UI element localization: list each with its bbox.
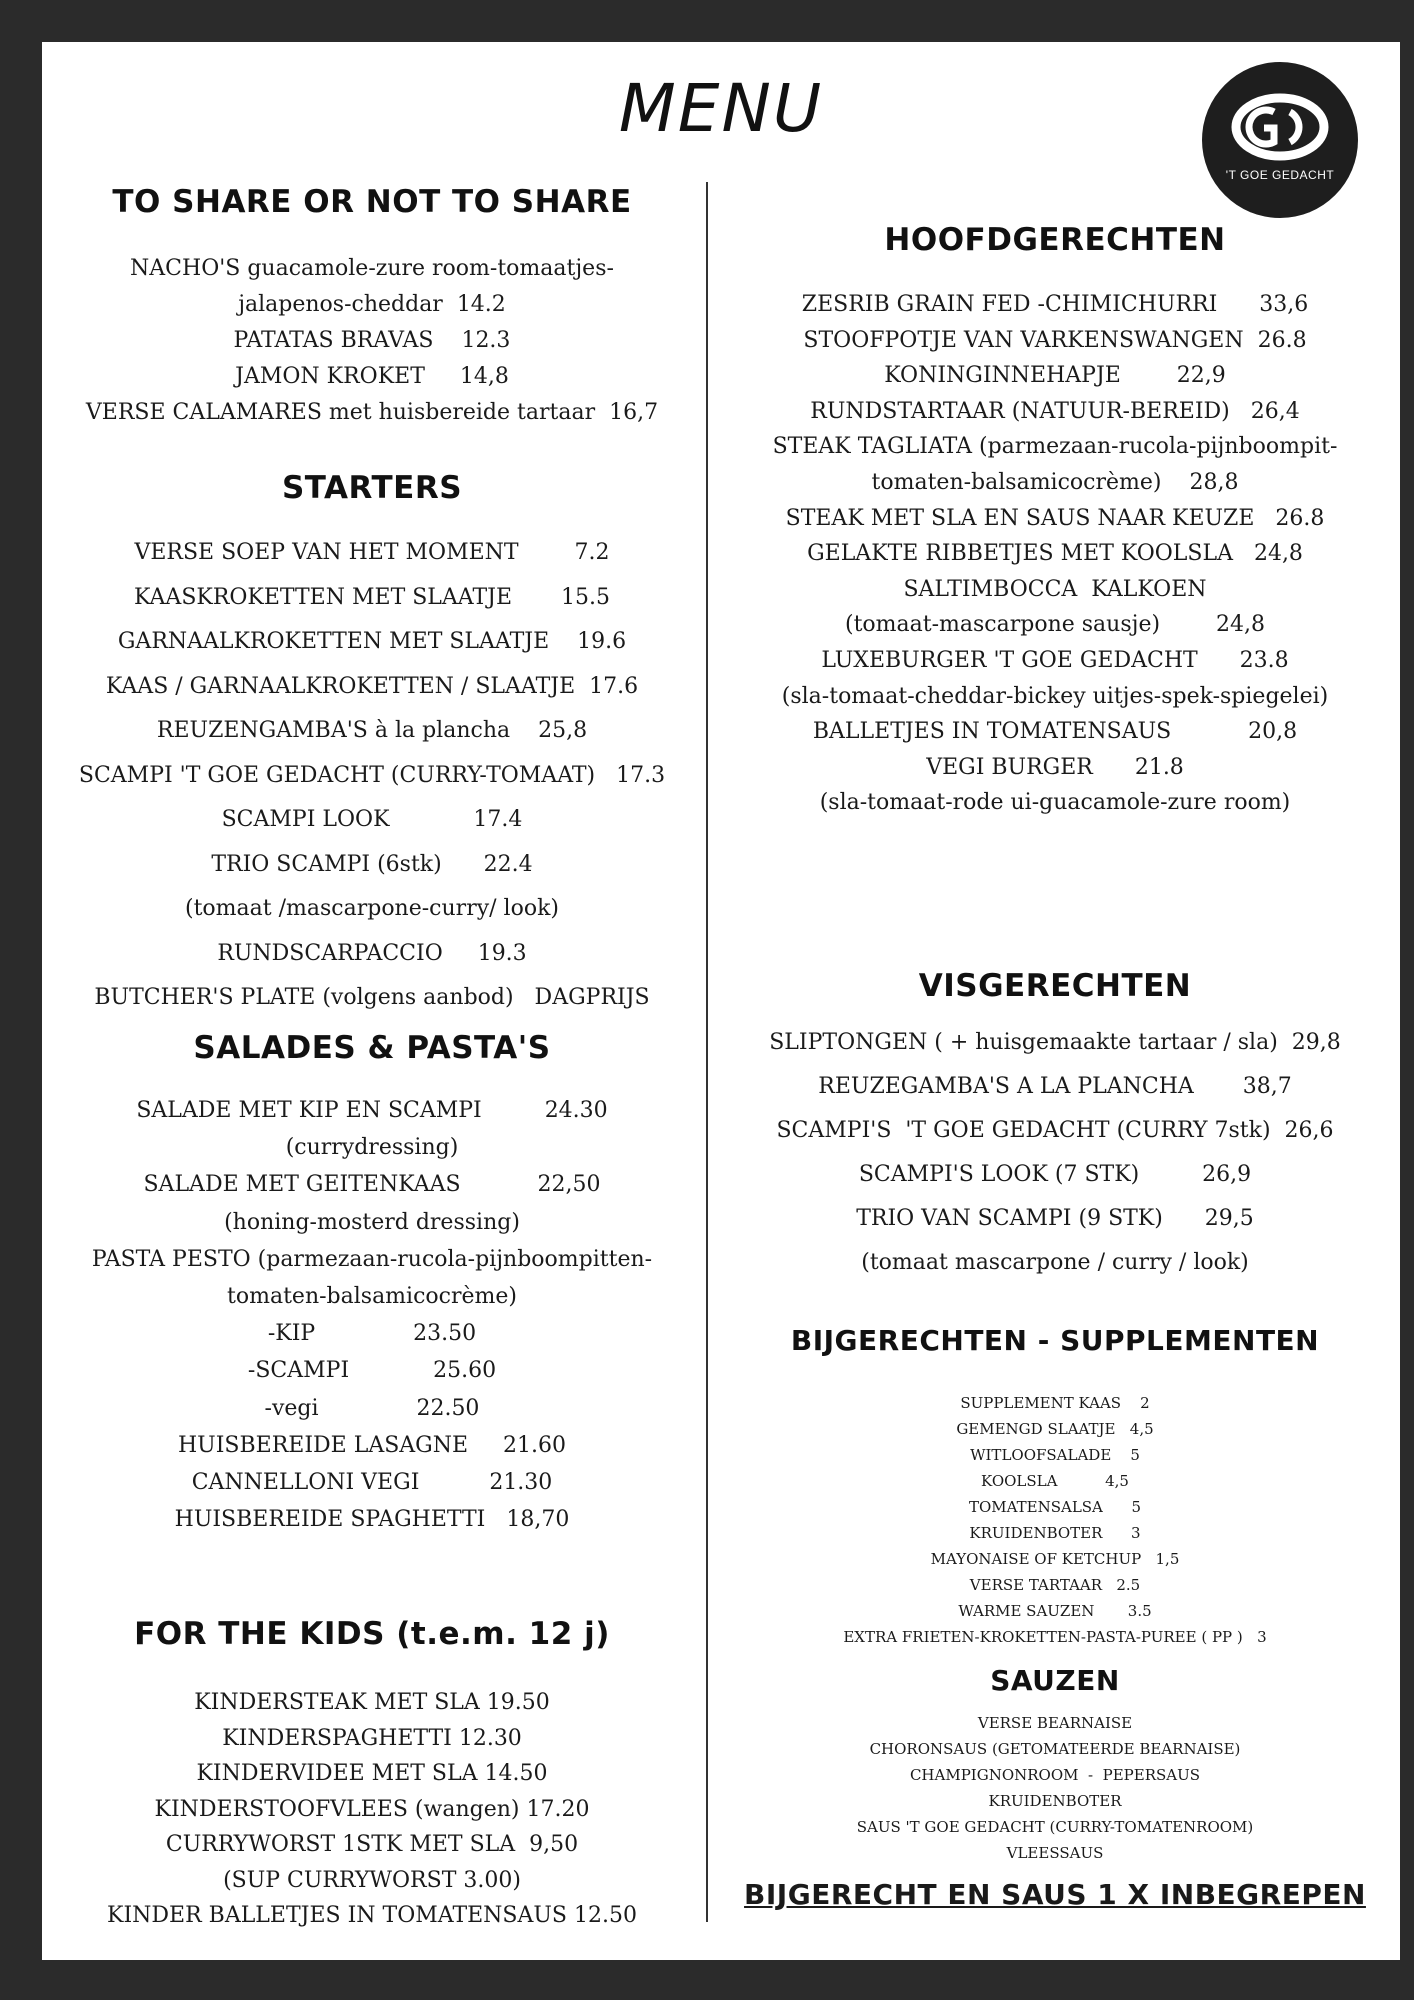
menu-item: VEGI BURGER 21.8 (926, 754, 1184, 780)
menu-item: VERSE TARTAAR 2.5 (969, 1576, 1141, 1594)
menu-item: SALADE MET KIP EN SCAMPI 24.30 (136, 1098, 608, 1123)
menu-item: STEAK MET SLA EN SAUS NAAR KEUZE 26.8 (785, 505, 1325, 531)
menu-item: KRUIDENBOTER 3 (969, 1524, 1141, 1542)
menu-item: KINDERSPAGHETTI 12.30 (222, 1725, 522, 1751)
menu-item: SCAMPI'S 'T GOE GEDACHT (CURRY 7stk) 26,6 (776, 1118, 1334, 1143)
menu-item: RUNDSTARTAAR (NATUUR-BEREID) 26,4 (810, 398, 1300, 424)
menu-item: SCAMPI'S LOOK (7 STK) 26,9 (858, 1162, 1252, 1187)
section-heading-starters: STARTERS (281, 470, 463, 506)
menu-item: TOMATENSALSA 5 (968, 1498, 1142, 1516)
menu-item: KINDERSTEAK MET SLA 19.50 (194, 1690, 550, 1715)
logo (1202, 62, 1358, 218)
menu-item: REUZENGAMBA'S à la plancha 25,8 (156, 718, 588, 743)
menu-item: WITLOOFSALADE 5 (970, 1446, 1140, 1464)
section-heading-kids: FOR THE KIDS (t.e.m. 12 j) (134, 1616, 610, 1652)
menu-item: STOOFPOTJE VAN VARKENSWANGEN 26.8 (803, 327, 1307, 353)
menu-item: EXTRA FRIETEN-KROKETTEN-PASTA-PUREE ( PP ) 3 (843, 1628, 1267, 1646)
menu-item: KOOLSLA 4,5 (981, 1472, 1129, 1490)
menu-item: KINDERSTOOFVLEES (wangen) 17.20 (154, 1796, 590, 1822)
menu-item: GARNAALKROKETTEN MET SLAATJE 19.6 (117, 629, 627, 654)
menu-item: HUISBEREIDE LASAGNE 21.60 (177, 1432, 566, 1458)
menu-item: PASTA PESTO (parmezaan-rucola-pijnboompitten- (91, 1246, 653, 1272)
menu-item: -vegi 22.50 (264, 1395, 480, 1421)
section-heading-bij: BIJGERECHTEN - SUPPLEMENTEN (790, 1324, 1320, 1357)
menu-item: KINDERVIDEE MET SLA 14.50 (196, 1761, 548, 1786)
section-heading-sauzen: SAUZEN (990, 1664, 1120, 1697)
menu-item: -KIP 23.50 (267, 1321, 477, 1347)
menu-item: CHAMPIGNONROOM - PEPERSAUS (909, 1766, 1201, 1784)
menu-item: (sla-tomaat-cheddar-bickey uitjes-spek-spiegelei) (781, 683, 1329, 709)
menu-item: STEAK TAGLIATA (parmezaan-rucola-pijnboompit- (772, 434, 1338, 460)
menu-item: tomaten-balsamicocrème) 28,8 (871, 470, 1239, 495)
menu-item: HUISBEREIDE SPAGHETTI 18,70 (174, 1507, 570, 1533)
menu-item: KRUIDENBOTER (988, 1792, 1122, 1810)
menu-item: JAMON KROKET 14,8 (235, 364, 509, 389)
menu-item: TRIO SCAMPI (6stk) 22.4 (211, 851, 533, 877)
menu-item: KONINGINNEHAPJE 22,9 (884, 363, 1226, 389)
section-heading-hoofd: HOOFDGERECHTEN (884, 222, 1226, 258)
menu-item: (tomaat /mascarpone-curry/ look) (185, 896, 559, 921)
menu-item: VERSE CALAMARES met huisbereide tartaar 16,7 (85, 400, 659, 425)
menu-item: (SUP CURRYWORST 3.00) (223, 1867, 521, 1893)
menu-item: NACHO'S guacamole-zure room-tomaatjes- (130, 256, 614, 281)
menu-item: KINDER BALLETJES IN TOMATENSAUS 12.50 (107, 1903, 637, 1928)
section-heading-vis: VISGERECHTEN (918, 968, 1192, 1004)
menu-item: BUTCHER'S PLATE (volgens aanbod) DAGPRIJS (94, 985, 650, 1010)
menu-item: jalapenos-cheddar 14.2 (238, 292, 506, 317)
column-divider (706, 182, 708, 1922)
logo-text: 'T GOE GEDACHT (1225, 168, 1335, 182)
menu-page (42, 42, 1400, 1960)
menu-item: (currydressing) (285, 1135, 459, 1161)
menu-item: GELAKTE RIBBETJES MET KOOLSLA 24,8 (807, 541, 1303, 567)
menu-item: (tomaat-mascarpone sausje) 24,8 (845, 612, 1265, 638)
menu-item: (sla-tomaat-rode ui-guacamole-zure room) (819, 790, 1291, 816)
menu-item: BALLETJES IN TOMATENSAUS 20,8 (812, 719, 1298, 745)
menu-item: SUPPLEMENT KAAS 2 (960, 1394, 1150, 1412)
section-heading-share: TO SHARE OR NOT TO SHARE (112, 184, 632, 220)
menu-item: GEMENGD SLAATJE 4,5 (956, 1420, 1154, 1438)
section-heading-salades: SALADES & PASTA'S (193, 1030, 551, 1066)
menu-item: PATATAS BRAVAS 12.3 (233, 328, 511, 353)
menu-item: CANNELLONI VEGI 21.30 (191, 1470, 553, 1495)
menu-item: SALTIMBOCCA KALKOEN (903, 576, 1207, 602)
menu-item: SAUS 'T GOE GEDACHT (CURRY-TOMATENROOM) (856, 1818, 1254, 1836)
menu-item: VERSE BEARNAISE (977, 1714, 1133, 1732)
menu-item: MAYONAISE OF KETCHUP 1,5 (930, 1550, 1180, 1568)
menu-item: KAAS / GARNAALKROKETTEN / SLAATJE 17.6 (105, 673, 639, 699)
menu-item: REUZEGAMBA'S A LA PLANCHA 38,7 (818, 1074, 1292, 1099)
menu-item: (honing-mosterd dressing) (224, 1209, 520, 1235)
footer-note: BIJGERECHT EN SAUS 1 X INBEGREPEN (744, 1878, 1366, 1911)
menu-item: SCAMPI LOOK 17.4 (221, 807, 523, 832)
menu-item: SALADE MET GEITENKAAS 22,50 (143, 1172, 601, 1198)
menu-item: VLEESSAUS (1006, 1844, 1104, 1862)
menu-item: ZESRIB GRAIN FED -CHIMICHURRI 33,6 (801, 292, 1309, 317)
menu-item: SCAMPI 'T GOE GEDACHT (CURRY-TOMAAT) 17.3 (78, 762, 666, 788)
menu-item: RUNDSCARPACCIO 19.3 (217, 940, 527, 966)
menu-item: CURRYWORST 1STK MET SLA 9,50 (165, 1832, 579, 1857)
menu-item: KAASKROKETTEN MET SLAATJE 15.5 (134, 584, 610, 610)
menu-item: SLIPTONGEN ( + huisgemaakte tartaar / sla) 29,8 (769, 1030, 1341, 1055)
menu-item: (tomaat mascarpone / curry / look) (861, 1250, 1249, 1275)
menu-item: WARME SAUZEN 3.5 (958, 1602, 1152, 1620)
menu-item: tomaten-balsamicocrème) (227, 1284, 517, 1309)
menu-item: VERSE SOEP VAN HET MOMENT 7.2 (134, 540, 610, 565)
menu-item: LUXEBURGER 'T GOE GEDACHT 23.8 (821, 648, 1289, 673)
menu-item: CHORONSAUS (GETOMATEERDE BEARNAISE) (869, 1740, 1241, 1758)
logo-mark-icon (1230, 92, 1330, 162)
menu-item: -SCAMPI 25.60 (247, 1358, 497, 1384)
menu-item: TRIO VAN SCAMPI (9 STK) 29,5 (856, 1206, 1254, 1231)
menu-title: MENU (618, 70, 824, 147)
